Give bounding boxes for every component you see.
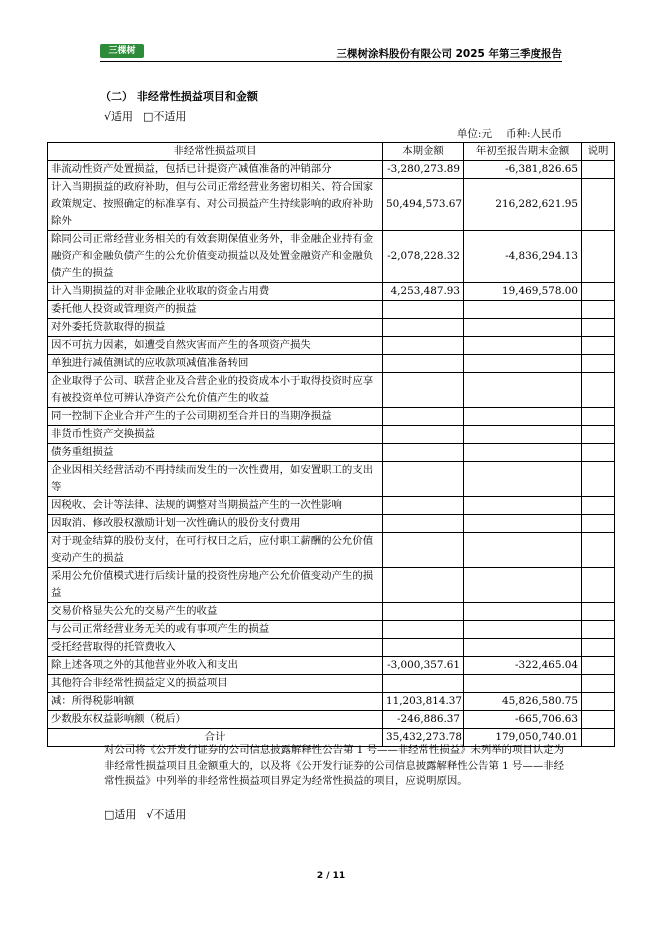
- non-recurring-items-table: [47, 142, 615, 747]
- table-row: [48, 462, 615, 497]
- row-current-amount: [383, 568, 464, 603]
- table-row: [48, 639, 615, 657]
- row-ytd-amount: [464, 621, 582, 639]
- table-row: [48, 497, 615, 515]
- table-body: [48, 161, 615, 747]
- table-row: [48, 444, 615, 462]
- table-row: [48, 621, 615, 639]
- row-ytd-amount: [464, 426, 582, 444]
- row-ytd-amount: [464, 515, 582, 533]
- row-note: [582, 603, 615, 621]
- row-current-amount: [383, 603, 464, 621]
- table-row: [48, 675, 615, 693]
- row-item: 少数股东权益影响额（税后）: [48, 711, 383, 729]
- row-item: 因取消、修改股权激励计划一次性确认的股份支付费用: [48, 515, 383, 533]
- header-ytd: 年初至报告期末金额: [464, 143, 582, 161]
- row-ytd-amount: [464, 355, 582, 373]
- row-item: 计入当期损益的对非金融企业收取的资金占用费: [48, 283, 383, 301]
- table-row: [48, 603, 615, 621]
- row-current-amount: 11,203,814.37: [383, 693, 464, 711]
- row-ytd-amount: -322,465.04: [464, 657, 582, 675]
- row-current-amount: [383, 462, 464, 497]
- row-item: 因不可抗力因素，如遭受自然灾害而产生的各项资产损失: [48, 337, 383, 355]
- note-not-applicable-option[interactable]: √不适用: [146, 808, 187, 821]
- row-current-amount: [383, 675, 464, 693]
- row-note: [582, 179, 615, 231]
- row-note: [582, 426, 615, 444]
- row-item: 同一控制下企业合并产生的子公司期初至合并日的当期净损益: [48, 408, 383, 426]
- row-ytd-amount: [464, 533, 582, 568]
- row-current-amount: [383, 444, 464, 462]
- row-current-amount: [383, 355, 464, 373]
- table-row: [48, 515, 615, 533]
- row-ytd-amount: [464, 639, 582, 657]
- not-applicable-option[interactable]: □不适用: [143, 110, 187, 123]
- table-row: [48, 283, 615, 301]
- row-item: 减：所得税影响额: [48, 693, 383, 711]
- row-note: [582, 373, 615, 408]
- row-ytd-amount: [464, 568, 582, 603]
- row-note: [582, 657, 615, 675]
- row-ytd-amount: 19,469,578.00: [464, 283, 582, 301]
- row-current-amount: 50,494,573.67: [383, 179, 464, 231]
- row-note: [582, 301, 615, 319]
- row-current-amount: 35,432,273.78: [383, 729, 464, 747]
- row-ytd-amount: [464, 603, 582, 621]
- row-note: [582, 462, 615, 497]
- row-current-amount: -2,078,228.32: [383, 231, 464, 283]
- row-note: [582, 533, 615, 568]
- section-title: （二） 非经常性损益项目和金额: [100, 90, 258, 103]
- table-row: [48, 693, 615, 711]
- row-ytd-amount: [464, 337, 582, 355]
- row-current-amount: -246,886.37: [383, 711, 464, 729]
- unit-line: [457, 126, 562, 141]
- note-applicability: [104, 806, 186, 822]
- row-note: [582, 711, 615, 729]
- row-note: [582, 231, 615, 283]
- applicable-option[interactable]: √适用: [104, 110, 134, 123]
- row-item: 除同公司正常经营业务相关的有效套期保值业务外，非金融企业持有金融资产和金融负债产生的公允价值变动损益以及处置金融资产和金融负债产生的损益: [48, 231, 383, 283]
- row-current-amount: [383, 621, 464, 639]
- row-note: [582, 693, 615, 711]
- row-item: 企业取得子公司、联营企业及合营企业的投资成本小于取得投资时应享有被投资单位可辨认净资产公允价值产生的收益: [48, 373, 383, 408]
- table-row: [48, 301, 615, 319]
- row-ytd-amount: [464, 301, 582, 319]
- row-ytd-amount: 216,282,621.95: [464, 179, 582, 231]
- row-item: 对于现金结算的股份支付，在可行权日之后，应付职工薪酬的公允价值变动产生的损益: [48, 533, 383, 568]
- unit-label: 单位:元: [456, 128, 492, 140]
- row-note: [582, 729, 615, 747]
- row-item: 采用公允价值模式进行后续计量的投资性房地产公允价值变动产生的损益: [48, 568, 383, 603]
- row-current-amount: [383, 373, 464, 408]
- note-applicable-option[interactable]: □适用: [104, 808, 137, 821]
- row-ytd-amount: [464, 675, 582, 693]
- applicability-options: [104, 108, 186, 124]
- row-item: 其他符合非经常性损益定义的损益项目: [48, 675, 383, 693]
- table-row: [48, 408, 615, 426]
- row-note: [582, 515, 615, 533]
- row-item: 合计: [48, 729, 383, 747]
- row-current-amount: [383, 408, 464, 426]
- header-item: 非经常性损益项目: [48, 143, 383, 161]
- row-ytd-amount: -665,706.63: [464, 711, 582, 729]
- row-note: [582, 639, 615, 657]
- row-item: 与公司正常经营业务无关的或有事项产生的损益: [48, 621, 383, 639]
- table-row: [48, 657, 615, 675]
- row-ytd-amount: -6,381,826.65: [464, 161, 582, 179]
- table-header-row: [48, 143, 615, 161]
- row-item: 非货币性资产交换损益: [48, 426, 383, 444]
- row-current-amount: [383, 426, 464, 444]
- row-ytd-amount: [464, 462, 582, 497]
- table-row: [48, 533, 615, 568]
- table-row: [48, 373, 615, 408]
- table-row: [48, 319, 615, 337]
- row-note: [582, 497, 615, 515]
- row-current-amount: [383, 319, 464, 337]
- row-note: [582, 568, 615, 603]
- row-item: 因税收、会计等法律、法规的调整对当期损益产生的一次性影响: [48, 497, 383, 515]
- page-header: [100, 42, 562, 64]
- row-ytd-amount: -4,836,294.13: [464, 231, 582, 283]
- row-current-amount: [383, 337, 464, 355]
- row-current-amount: -3,000,357.61: [383, 657, 464, 675]
- row-ytd-amount: [464, 408, 582, 426]
- row-current-amount: [383, 497, 464, 515]
- row-item: 对外委托贷款取得的损益: [48, 319, 383, 337]
- company-logo: 三棵树: [100, 44, 144, 58]
- table-row: [48, 231, 615, 283]
- note-paragraph: 对公司将《公开发行证券的公司信息披露解释性公告第 1 号——非经常性损益》未列举的项目认定为非经常性损益项目且金额重大的，以及将《公开发行证券的公司信息披露解释性公告第 1 号——非经常性损益》中列举的非经常性损益项目界定为经常性损益的项目，应说明原因。: [104, 744, 565, 787]
- header-divider: [100, 61, 562, 62]
- row-current-amount: [383, 515, 464, 533]
- table-row: [48, 355, 615, 373]
- currency-label: 币种:人民币: [505, 128, 562, 140]
- row-item: 委托他人投资或管理资产的损益: [48, 301, 383, 319]
- row-note: [582, 675, 615, 693]
- row-note: [582, 444, 615, 462]
- row-ytd-amount: [464, 319, 582, 337]
- row-note: [582, 408, 615, 426]
- row-note: [582, 319, 615, 337]
- row-ytd-amount: 45,826,580.75: [464, 693, 582, 711]
- page-number: 2 / 11: [316, 871, 346, 881]
- row-item: 计入当期损益的政府补助，但与公司正常经营业务密切相关、符合国家政策规定、按照确定的标准享有、对公司损益产生持续影响的政府补助除外: [48, 179, 383, 231]
- row-note: [582, 337, 615, 355]
- row-current-amount: [383, 533, 464, 568]
- row-current-amount: [383, 639, 464, 657]
- row-item: 除上述各项之外的其他营业外收入和支出: [48, 657, 383, 675]
- report-title: 三棵树涂料股份有限公司 2025 年第三季度报告: [336, 48, 562, 60]
- row-ytd-amount: 179,050,740.01: [464, 729, 582, 747]
- row-item: 非流动性资产处置损益，包括已计提资产减值准备的冲销部分: [48, 161, 383, 179]
- table-row: [48, 179, 615, 231]
- row-ytd-amount: [464, 444, 582, 462]
- row-note: [582, 621, 615, 639]
- row-ytd-amount: [464, 497, 582, 515]
- row-item: 交易价格显失公允的交易产生的收益: [48, 603, 383, 621]
- row-item: 企业因相关经营活动不再持续而发生的一次性费用，如安置职工的支出等: [48, 462, 383, 497]
- header-current: 本期金额: [383, 143, 464, 161]
- row-note: [582, 355, 615, 373]
- row-note: [582, 161, 615, 179]
- row-ytd-amount: [464, 373, 582, 408]
- row-item: 单独进行减值测试的应收款项减值准备转回: [48, 355, 383, 373]
- table-row: [48, 337, 615, 355]
- table-row: [48, 426, 615, 444]
- row-note: [582, 283, 615, 301]
- table-row: [48, 161, 615, 179]
- header-note: 说明: [582, 143, 615, 161]
- row-current-amount: [383, 301, 464, 319]
- row-item: 受托经营取得的托管费收入: [48, 639, 383, 657]
- table-row: [48, 568, 615, 603]
- table-row: [48, 711, 615, 729]
- row-item: 债务重组损益: [48, 444, 383, 462]
- row-current-amount: -3,280,273.89: [383, 161, 464, 179]
- row-current-amount: 4,253,487.93: [383, 283, 464, 301]
